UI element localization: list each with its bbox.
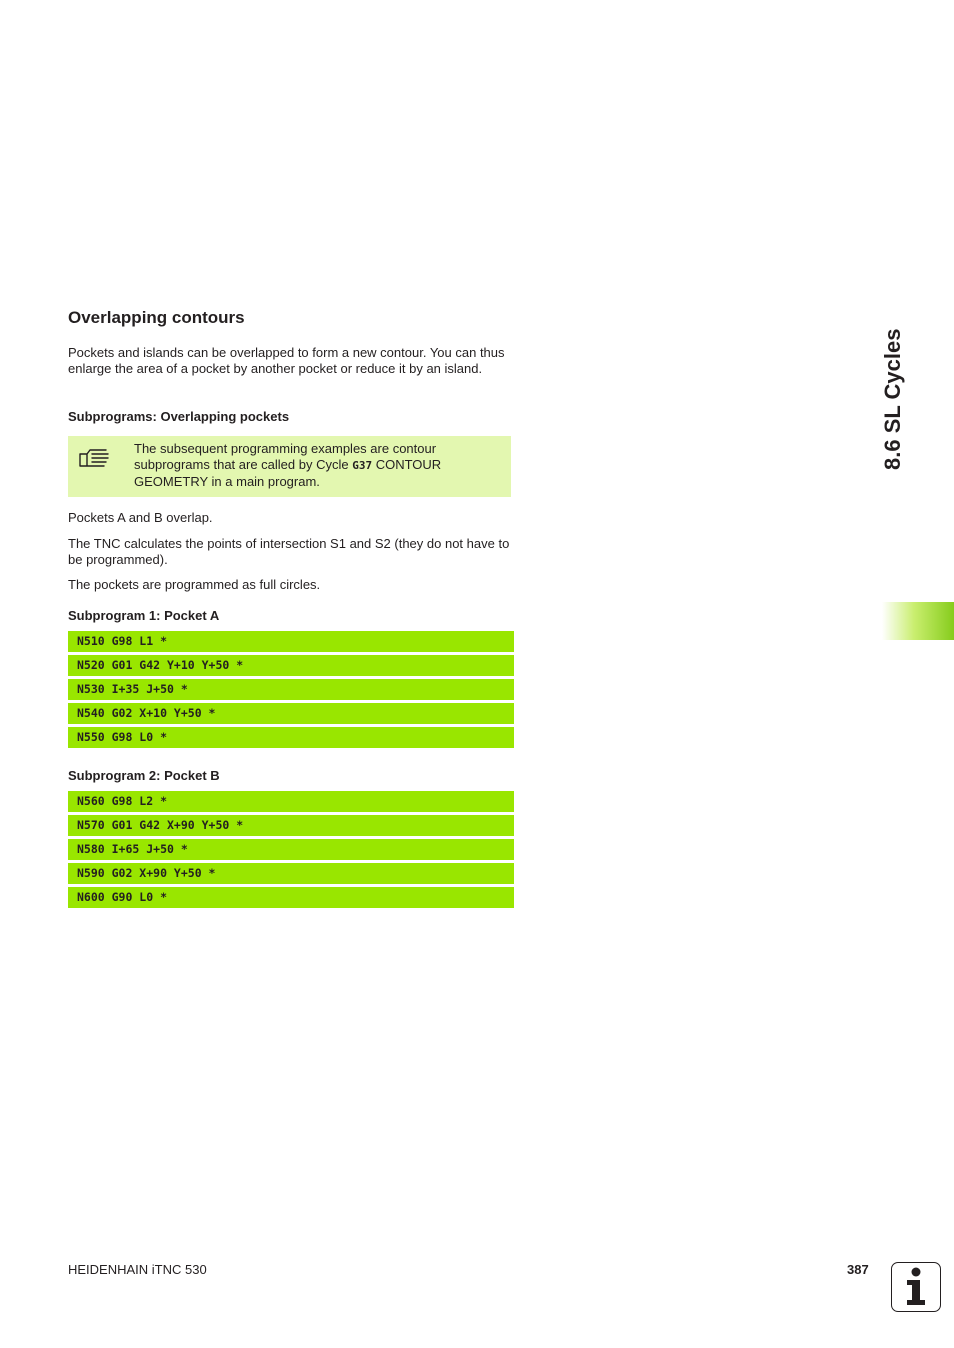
code-line: N530 I+35 J+50 * [68, 679, 514, 700]
paragraph-overlap: Pockets A and B overlap. [68, 510, 213, 525]
code-line: N600 G90 L0 * [68, 887, 514, 908]
code-line: N550 G98 L0 * [68, 727, 514, 748]
paragraph-intersection: The TNC calculates the points of intersection S1 and S2 (they do not have to be programmed). [68, 536, 510, 567]
pointing-hand-icon [78, 446, 110, 470]
note-code: G37 [352, 459, 373, 472]
chapter-tab [882, 602, 954, 640]
page-number: 387 [847, 1262, 869, 1277]
note-text: The subsequent programming examples are contour subprograms that are called by Cycle G37 CONTOUR GEOMETRY in a main program. [134, 441, 442, 489]
paragraph-full-circles: The pockets are programmed as full circles. [68, 577, 321, 592]
section-title: Overlapping contours [68, 308, 245, 327]
code-line: N520 G01 G42 Y+10 Y+50 * [68, 655, 514, 676]
subheading-overlapping-pockets: Subprograms: Overlapping pockets [68, 409, 290, 424]
code-line: N540 G02 X+10 Y+50 * [68, 703, 514, 724]
note-box [68, 436, 511, 497]
subprogram1-title: Subprogram 1: Pocket A [68, 608, 220, 623]
code-line: N570 G01 G42 X+90 Y+50 * [68, 815, 514, 836]
footer-manual-name: HEIDENHAIN iTNC 530 [68, 1262, 207, 1277]
info-glyph-icon [892, 1263, 939, 1310]
chapter-side-title: 8.6 SL Cycles [880, 328, 905, 470]
code-line: N510 G98 L1 * [68, 631, 514, 652]
intro-paragraph: Pockets and islands can be overlapped to form a new contour. You can thus enlarge the area of a pocket by another pocket or reduce it by an island. [68, 345, 505, 376]
code-line: N560 G98 L2 * [68, 791, 514, 812]
code-line: N590 G02 X+90 Y+50 * [68, 863, 514, 884]
subprogram1-code [68, 631, 514, 751]
subprogram2-code [68, 791, 514, 911]
info-icon [891, 1262, 941, 1312]
subprogram2-title: Subprogram 2: Pocket B [68, 768, 220, 783]
code-line: N580 I+65 J+50 * [68, 839, 514, 860]
